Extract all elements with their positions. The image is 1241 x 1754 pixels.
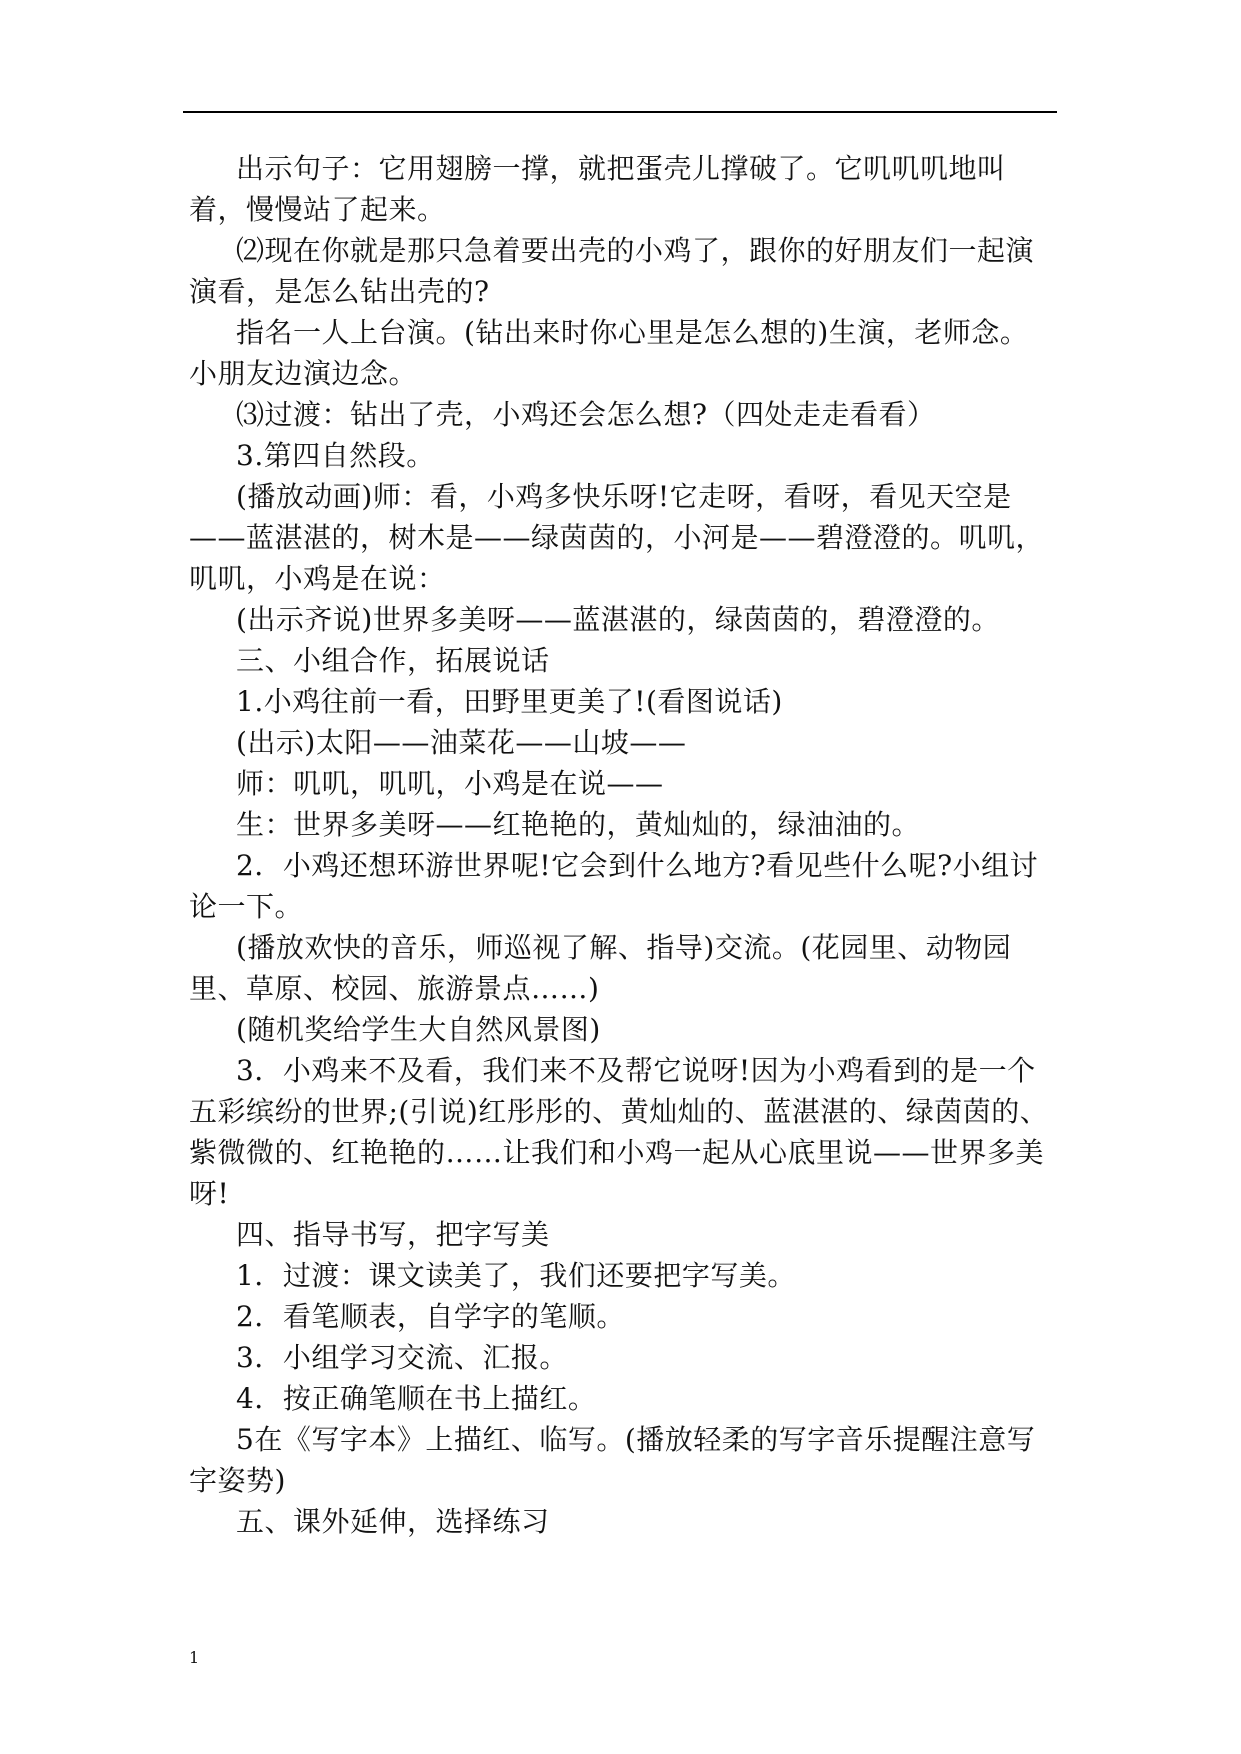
paragraph: 3．小鸡来不及看，我们来不及帮它说呀!因为小鸡看到的是一个五彩缤纷的世界;(引说)红彤彤的、黄灿灿的、蓝湛湛的、绿茵茵的、紫微微的、红艳艳的……让我们和小鸡一起从心底里说——世界多美呀! xyxy=(189,1054,1049,1210)
paragraph: 师：叽叽，叽叽，小鸡是在说—— xyxy=(236,767,664,800)
header-rule xyxy=(183,111,1057,113)
paragraph: (播放动画)师：看，小鸡多快乐呀!它走呀，看呀，看见天空是——蓝湛湛的，树木是——绿茵茵的，小河是——碧澄澄的。叽叽，叽叽，小鸡是在说： xyxy=(189,480,1045,595)
section-heading: 五、课外延伸，选择练习 xyxy=(236,1505,550,1538)
paragraph: 1.小鸡往前一看，田野里更美了!(看图说话) xyxy=(236,685,783,718)
paragraph: 出示句子：它用翅膀一撑，就把蛋壳儿撑破了。它叽叽叽地叫着，慢慢站了起来。 xyxy=(189,152,1006,226)
paragraph: ⑶过渡：钻出了壳，小鸡还会怎么想?（四处走走看看） xyxy=(236,398,936,431)
paragraph: 3.第四自然段。 xyxy=(236,439,435,472)
paragraph: 2．看笔顺表，自学字的笔顺。 xyxy=(236,1300,625,1333)
paragraph: (出示)太阳——油菜花——山坡—— xyxy=(236,726,687,759)
paragraph: 2．小鸡还想环游世界呢!它会到什么地方?看见些什么呢?小组讨论一下。 xyxy=(189,849,1039,923)
section-heading: 四、指导书写，把字写美 xyxy=(236,1218,550,1251)
paragraph: 3．小组学习交流、汇报。 xyxy=(236,1341,568,1374)
paragraph: 5在《写字本》上描红、临写。(播放轻柔的写字音乐提醒注意写字姿势) xyxy=(189,1423,1036,1497)
paragraph: 4．按正确笔顺在书上描红。 xyxy=(236,1382,597,1415)
paragraph: 1．过渡：课文读美了，我们还要把字写美。 xyxy=(236,1259,796,1292)
paragraph: ⑵现在你就是那只急着要出壳的小鸡了，跟你的好朋友们一起演演看，是怎么钻出壳的? xyxy=(189,234,1035,308)
section-heading: 三、小组合作，拓展说话 xyxy=(236,644,550,677)
paragraph: (出示齐说)世界多美呀——蓝湛湛的，绿茵茵的，碧澄澄的。 xyxy=(236,603,1000,636)
page-number: 1 xyxy=(189,1648,200,1667)
paragraph: 生：世界多美呀——红艳艳的，黄灿灿的，绿油油的。 xyxy=(236,808,921,841)
paragraph: (随机奖给学生大自然风景图) xyxy=(236,1013,601,1046)
document-body xyxy=(189,148,1055,1542)
paragraph: (播放欢快的音乐，师巡视了解、指导)交流。(花园里、动物园里、草原、校园、旅游景点……) xyxy=(189,931,1012,1005)
paragraph: 指名一人上台演。(钻出来时你心里是怎么想的)生演，老师念。小朋友边演边念。 xyxy=(189,316,1029,390)
